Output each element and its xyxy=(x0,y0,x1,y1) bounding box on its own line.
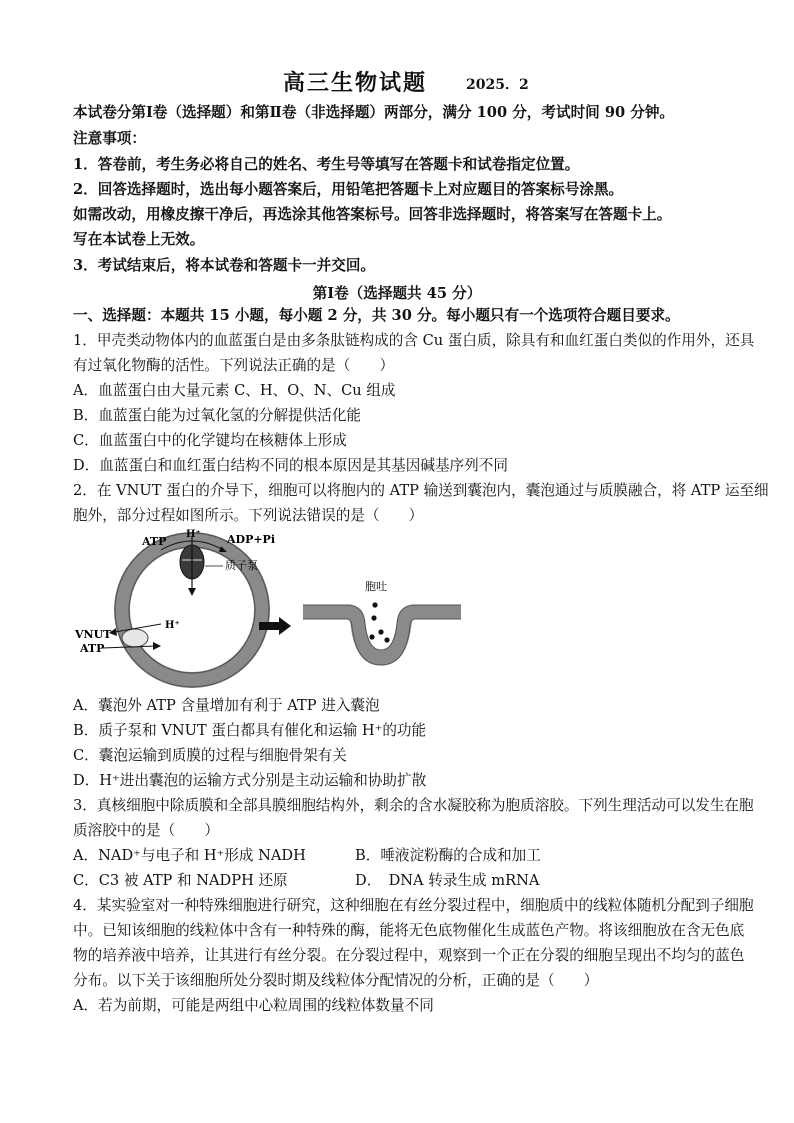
q3-option-d: D． DNA 转录生成 mRNA xyxy=(355,872,540,889)
q1-option-d: D．血蓝蛋白和血红蛋白结构不同的根本原因是其基因碱基序列不同 xyxy=(73,457,508,474)
q2-stem-2: 胞外，部分过程如图所示。下列说法错误的是（ ） xyxy=(73,507,424,524)
q3-option-c: C．C3 被 ATP 和 NADPH 还原 xyxy=(73,872,288,889)
atp-particle xyxy=(369,634,374,639)
atp-left-label: ATP xyxy=(80,642,105,655)
atp-top-label: ATP xyxy=(142,535,167,548)
note-1: 1．答卷前，考生务必将自己的姓名、考生号等填写在答题卡和试卷指定位置。 xyxy=(73,156,580,173)
q2-option-a: A．囊泡外 ATP 含量增加有利于 ATP 进入囊泡 xyxy=(73,697,380,714)
process-arrow-body xyxy=(259,622,281,630)
atp-particle xyxy=(371,615,376,620)
q2-option-d: D．H⁺进出囊泡的运输方式分别是主动运输和协助扩散 xyxy=(73,772,427,789)
q3-option-b: B．唾液淀粉酶的合成和加工 xyxy=(355,847,541,864)
title-row xyxy=(0,66,794,100)
q3-stem-2: 质溶胶中的是（ ） xyxy=(73,822,219,839)
h-inside-label: H⁺ xyxy=(165,620,180,631)
adp-pi-label: ADP+Pi xyxy=(227,533,276,546)
note-3: 3．考试结束后，将本试卷和答题卡一并交回。 xyxy=(73,257,376,274)
exocytosis-label: 胞吐 xyxy=(365,580,387,593)
q2-option-b: B．质子泵和 VNUT 蛋白都具有催化和运输 H⁺的功能 xyxy=(73,722,427,739)
atp-in-head xyxy=(153,642,161,650)
proton-pump-label: 质子泵 xyxy=(225,559,258,572)
h-arrow-head xyxy=(188,588,196,596)
part1-title: 第Ⅰ卷（选择题共 45 分） xyxy=(312,285,482,302)
q4-stem-2: 中。已知该细胞的线粒体中含有一种特殊的酶，能将无色底物催化生成蓝色产物。将该细胞放在含无色底 xyxy=(73,922,745,939)
q4-stem-3: 物的培养液中培养，让其进行有丝分裂。在分裂过程中，观察到一个正在分裂的细胞呈现出不均匀的蓝色 xyxy=(73,947,745,964)
q1-option-a: A．血蓝蛋白由大量元素 C、H、O、N、Cu 组成 xyxy=(73,382,396,399)
q3-option-a: A．NAD⁺与电子和 H⁺形成 NADH xyxy=(73,847,306,864)
q2-option-c: C．囊泡运输到质膜的过程与细胞骨架有关 xyxy=(73,747,347,764)
atp-particle xyxy=(378,629,383,634)
q4-stem-4: 分布。以下关于该细胞所处分裂时期及线粒体分配情况的分析，正确的是（ ） xyxy=(73,972,599,989)
note-2: 2．回答选择题时，选出每小题答案后，用铅笔把答题卡上对应题目的答案标号涂黑。 xyxy=(73,181,624,198)
notes-title: 注意事项： xyxy=(73,130,146,147)
q1-option-b: B．血蓝蛋白能为过氧化氢的分解提供活化能 xyxy=(73,407,362,424)
h-top-label: H⁺ xyxy=(186,529,201,540)
q4-option-a: A．若为前期，可能是两组中心粒周围的线粒体数量不同 xyxy=(73,997,434,1014)
q2-stem-1: 2．在 VNUT 蛋白的介导下，细胞可以将胞内的 ATP 输送到囊泡内，囊泡通过与质膜融合，将 ATP 运至细 xyxy=(73,482,769,499)
atp-particle xyxy=(372,602,377,607)
q4-stem-1: 4．某实验室对一种特殊细胞进行研究，这种细胞在有丝分裂过程中，细胞质中的线粒体随机分配到子细胞 xyxy=(73,897,754,914)
exam-date: 2025．2 xyxy=(466,77,529,93)
intro-text: 本试卷分第Ⅰ卷（选择题）和第Ⅱ卷（非选择题）两部分，满分 100 分，考试时间 90 分钟。 xyxy=(73,104,675,121)
section1-title: 一、选择题：本题共 15 小题，每小题 2 分，共 30 分。每小题只有一个选项符合题目要求。 xyxy=(73,307,680,324)
note-2-cont: 如需改动，用橡皮擦干净后，再选涂其他答案标号。回答非选择题时，将答案写在答题卡上。 xyxy=(73,206,672,223)
q1-stem-1: 1．甲壳类动物体内的血蓝蛋白是由多条肽链构成的含 Cu 蛋白质，除具有和血红蛋白类似的作用外，还具 xyxy=(73,332,755,349)
vesicle-diagram xyxy=(75,528,465,693)
atp-particle xyxy=(384,637,389,642)
q1-option-c: C．血蓝蛋白中的化学键均在核糖体上形成 xyxy=(73,432,347,449)
process-arrow-head xyxy=(279,617,291,635)
page-title: 高三生物试题 xyxy=(283,70,428,96)
q1-stem-2: 有过氧化物酶的活性。下列说法正确的是（ ） xyxy=(73,357,395,374)
vnut-label: VNUT xyxy=(75,628,112,641)
note-2-cont2: 写在本试卷上无效。 xyxy=(73,231,205,248)
vnut-transporter xyxy=(122,629,148,647)
q3-stem-1: 3．真核细胞中除质膜和全部具膜细胞结构外，剩余的含水凝胶称为胞质溶胶。下列生理活动可以发生在胞 xyxy=(73,797,754,814)
